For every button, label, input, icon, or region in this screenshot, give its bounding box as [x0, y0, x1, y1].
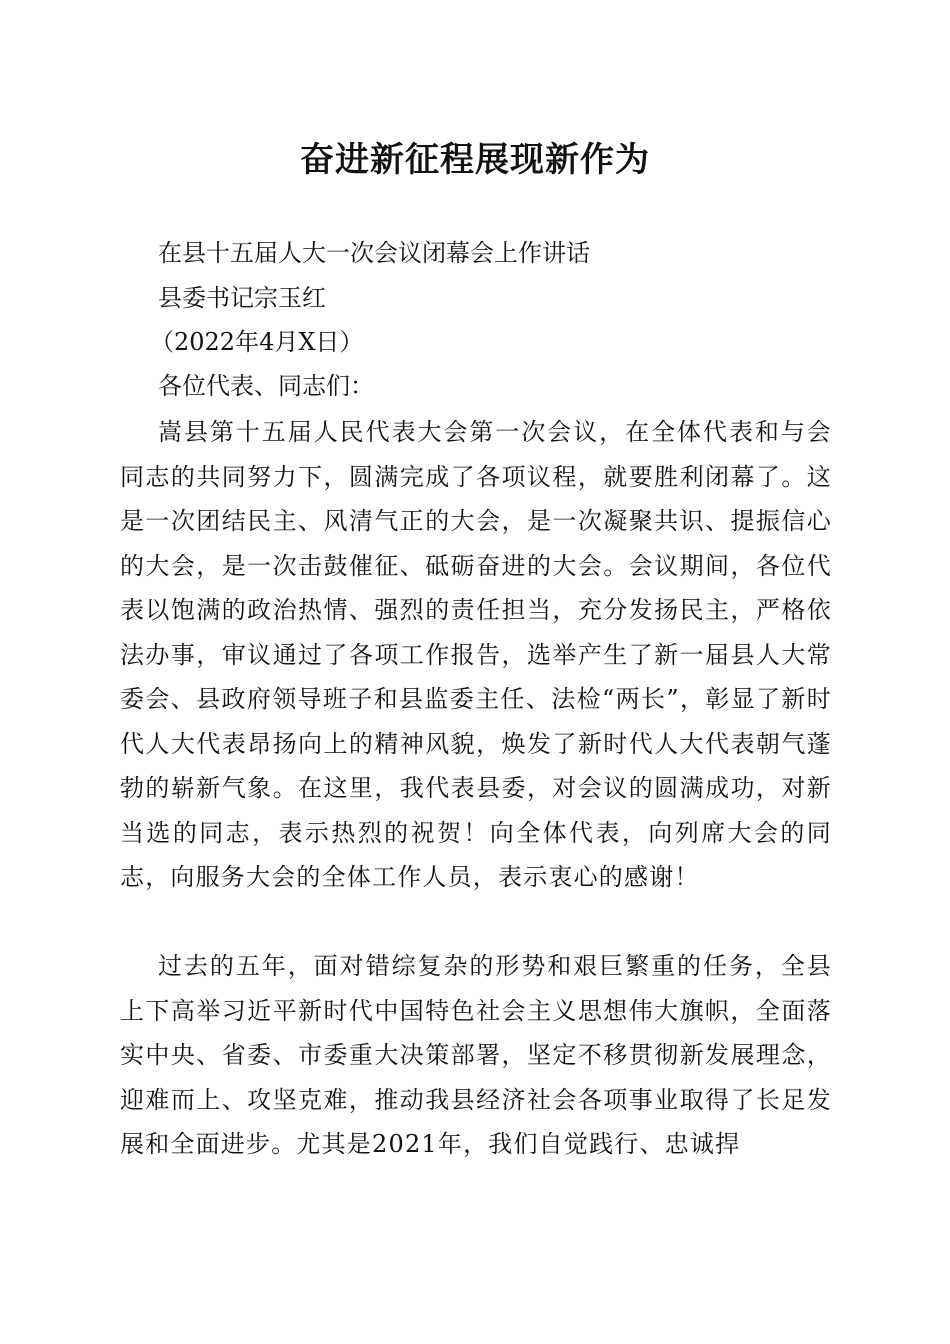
body-paragraph-1: 嵩县第十五届人民代表大会第一次会议，在全体代表和与会同志的共同努力下，圆满完成了各项议程，就要胜利闭幕了。这是一次团结民主、风清气正的大会，是一次凝聚共识、提振信心的大会，是一次击鼓催征、砥砺奋进的大会。会议期间，各位代表以饱满的政治热情、强烈的责任担当，充分发扬民主，严格依法办事，审议通过了各项工作报告，选举产生了新一届县人大常委会、县政府领导班子和县监委主任、法检“两长”，彰显了新时代人大代表昂扬向上的精神风貌，焕发了新时代人大代表朝气蓬勃的崭新气象。在这里，我代表县委，对会议的圆满成功，对新当选的同志，表示热烈的祝贺！向全体代表，向列席大会的同志，向服务大会的全体工作人员，表示衷心的感谢！: [120, 418, 832, 891]
document-title: 奋进新征程展现新作为: [300, 140, 650, 180]
salutation: 各位代表、同志们：: [158, 372, 374, 400]
body-paragraph-2: 过去的五年，面对错综复杂的形势和艰巨繁重的任务，全县上下高举习近平新时代中国特色社会主义思想伟大旗帜，全面落实中央、省委、市委重大决策部署，坚定不移贯彻新发展理念，迎难而上、攻坚克难，推动我县经济社会各项事业取得了长足发展和全面进步。尤其是2021年，我们自觉践行、忠诚捍: [120, 952, 832, 1158]
speech-date: （2022年4月X日）: [150, 328, 364, 356]
speaker-line: 县委书记宗玉红: [158, 284, 326, 312]
speech-subtitle: 在县十五届人大一次会议闭幕会上作讲话: [158, 239, 590, 267]
